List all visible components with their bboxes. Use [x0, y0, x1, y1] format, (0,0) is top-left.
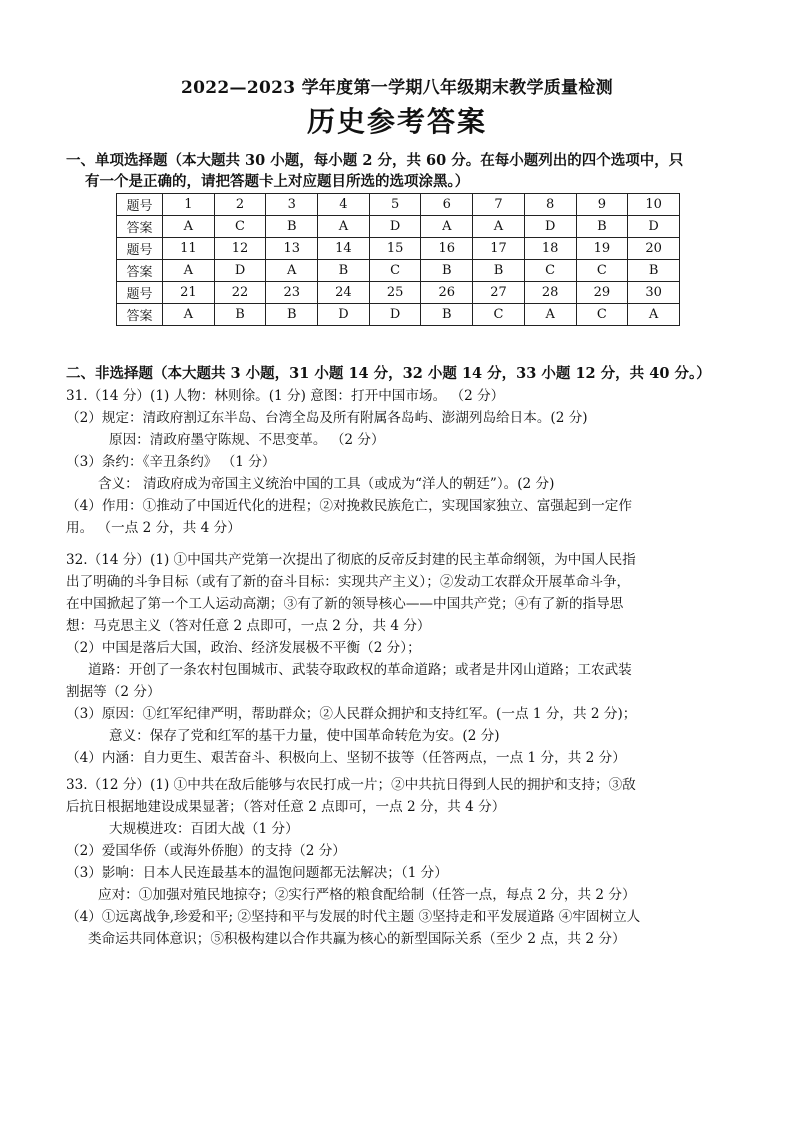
question-number-cell: 10: [628, 194, 680, 216]
q33-line: （2）爱国华侨（或海外侨胞）的支持（2 分）: [66, 843, 346, 859]
question-number-cell: 12: [214, 238, 266, 260]
q31-line: 用。 （一点 2 分，共 4 分）: [66, 520, 241, 536]
q32-line: 想：马克思主义（答对任意 2 点即可，一点 2 分，共 4 分）: [66, 618, 431, 634]
answer-cell: C: [214, 216, 266, 238]
q32-line: 意义：保存了党和红军的基干力量，使中国革命转危为安。(2 分): [109, 728, 500, 744]
answer-cell: A: [421, 216, 473, 238]
question-number-cell: 1: [163, 194, 215, 216]
q32-line: 在中国掀起了第一个工人运动高潮；③有了新的领导核心——中国共产党；④有了新的指导思: [66, 596, 624, 612]
question-number-cell: 11: [163, 238, 215, 260]
answer-row: [117, 304, 680, 326]
answer-cell: A: [628, 304, 680, 326]
question-number-cell: 19: [576, 238, 628, 260]
question-number-cell: 2: [214, 194, 266, 216]
question-number-cell: 24: [318, 282, 370, 304]
question-number-cell: 22: [214, 282, 266, 304]
q31-line: 31.（14 分）(1) 人物：林则徐。(1 分) 意图：打开中国市场。 （2 分）: [66, 388, 505, 404]
section2-heading-text: 二、非选择题（本大题共 3 小题，31 小题 14 分，32 小题 14 分，33 小题 12 分，共 40 分。）: [66, 365, 711, 382]
question-number-cell: 13: [266, 238, 318, 260]
question-number-cell: 27: [473, 282, 525, 304]
answer-key-title: 历史参考答案: [306, 105, 487, 138]
question-number-cell: 3: [266, 194, 318, 216]
question-number-cell: 6: [421, 194, 473, 216]
answer-cell: D: [214, 260, 266, 282]
answer-cell: D: [369, 216, 421, 238]
q33-line: 大规模进攻：百团大战（1 分）: [109, 821, 299, 837]
question-number-cell: 4: [318, 194, 370, 216]
exam-title: 2022—2023 学年度第一学期八年级期末教学质量检测: [181, 78, 613, 98]
answer-cell: A: [266, 260, 318, 282]
question-number-cell: 18: [524, 238, 576, 260]
answer-label-cell: 答案: [117, 260, 163, 282]
question-label-cell: 题号: [117, 194, 163, 216]
question-label-cell: 题号: [117, 282, 163, 304]
q31-line: 含义： 清政府成为帝国主义统治中国的工具（或成为“洋人的朝廷”）。(2 分): [98, 476, 555, 492]
answer-cell: A: [163, 216, 215, 238]
q33-line: 33.（12 分）(1) ①中共在敌后能够与农民打成一片；②中共抗日得到人民的拥护和支持；③敌: [66, 777, 636, 793]
question-number-cell: 17: [473, 238, 525, 260]
q31-line: 原因：清政府墨守陈规、不思变革。 （2 分）: [109, 432, 385, 448]
q31-line: （2）规定：清政府割辽东半岛、台湾全岛及所有附属各岛屿、澎湖列岛给日本。(2 分): [66, 410, 588, 426]
question-number-cell: 16: [421, 238, 473, 260]
answer-cell: D: [628, 216, 680, 238]
question-number-cell: 15: [369, 238, 421, 260]
multiple-choice-answer-table: [116, 193, 680, 326]
question-number-cell: 14: [318, 238, 370, 260]
question-label-cell: 题号: [117, 238, 163, 260]
question-number-cell: 29: [576, 282, 628, 304]
answer-cell: B: [214, 304, 266, 326]
answer-cell: B: [421, 260, 473, 282]
question-number-cell: 20: [628, 238, 680, 260]
answer-cell: A: [473, 216, 525, 238]
q31-line: （3）条约：《辛丑条约》 （1 分）: [66, 454, 276, 470]
question-number-cell: 23: [266, 282, 318, 304]
answer-cell: D: [318, 304, 370, 326]
question-number-cell: 5: [369, 194, 421, 216]
question-number-row: [117, 238, 680, 260]
question-number-cell: 28: [524, 282, 576, 304]
section1-heading: [66, 150, 736, 192]
answer-cell: B: [266, 304, 318, 326]
answer-label-cell: 答案: [117, 216, 163, 238]
q33-line: （3）影响：日本人民连最基本的温饱问题都无法解决；（1 分）: [66, 865, 448, 881]
section1-heading-line2: 有一个是正确的，请把答题卡上对应题目所选的选项涂黑。）: [85, 173, 470, 190]
question-number-cell: 25: [369, 282, 421, 304]
answer-cell: A: [163, 260, 215, 282]
answer-cell: B: [318, 260, 370, 282]
question-number-cell: 26: [421, 282, 473, 304]
answer-cell: A: [318, 216, 370, 238]
q32-line: （3）原因：①红军纪律严明，帮助群众；②人民群众拥护和支持红军。(一点 1 分，共 2 分)；: [66, 706, 637, 722]
answer-cell: D: [524, 216, 576, 238]
answer-row: [117, 260, 680, 282]
answer-cell: C: [576, 304, 628, 326]
q33-line: （4）①远离战争,珍爱和平; ②坚持和平与发展的时代主题 ③坚持走和平发展道路 ④牢固树立人: [66, 909, 641, 925]
section2-heading: [66, 363, 736, 384]
q33-line: 后抗日根据地建设成果显著；（答对任意 2 点即可，一点 2 分，共 4 分）: [66, 799, 506, 815]
q32-line: （4）内涵：自力更生、艰苦奋斗、积极向上、坚韧不拔等（任答两点，一点 1 分，共 2 分）: [66, 750, 626, 766]
q32-line: （2）中国是落后大国，政治、经济发展极不平衡（2 分）；: [66, 640, 421, 656]
q32-line: 割据等（2 分）: [66, 684, 161, 700]
q31-line: （4）作用：①推动了中国近代化的进程；②对挽救民族危亡，实现国家独立、富强起到一定作: [66, 498, 632, 514]
answer-cell: C: [576, 260, 628, 282]
question-number-row: [117, 282, 680, 304]
q32-line: 出了明确的斗争目标（或有了新的奋斗目标：实现共产主义）；②发动工农群众开展革命斗争，: [66, 574, 631, 590]
q33-line: 类命运共同体意识；⑤积极构建以合作共赢为核心的新型国际关系（至少 2 点，共 2 分）: [88, 931, 626, 947]
question-31-answer: [66, 385, 734, 539]
question-number-cell: 21: [163, 282, 215, 304]
q32-line: 道路：开创了一条农村包围城市、武装夺取政权的革命道路；或者是井冈山道路；工农武装: [88, 662, 632, 678]
section1-heading-line1: 一、单项选择题（本大题共 30 小题，每小题 2 分，共 60 分。在每小题列出的四个选项中，只: [66, 152, 684, 169]
answer-cell: A: [524, 304, 576, 326]
answer-row: [117, 216, 680, 238]
q32-line: 32.（14 分）(1) ①中国共产党第一次提出了彻底的反帝反封建的民主革命纲领，为中国人民指: [66, 552, 636, 568]
question-number-cell: 9: [576, 194, 628, 216]
answer-cell: B: [421, 304, 473, 326]
answer-cell: D: [369, 304, 421, 326]
answer-cell: C: [473, 304, 525, 326]
question-number-cell: 30: [628, 282, 680, 304]
answer-cell: C: [524, 260, 576, 282]
question-32-answer: [66, 549, 734, 769]
answer-cell: A: [163, 304, 215, 326]
question-33-answer: [66, 774, 734, 950]
q33-line: 应对：①加强对殖民地掠夺；②实行严格的粮食配给制（任答一点，每点 2 分，共 2 分）: [98, 887, 636, 903]
answer-cell: B: [628, 260, 680, 282]
question-number-cell: 8: [524, 194, 576, 216]
answer-cell: B: [473, 260, 525, 282]
question-number-row: [117, 194, 680, 216]
answer-label-cell: 答案: [117, 304, 163, 326]
answer-cell: C: [369, 260, 421, 282]
answer-cell: B: [576, 216, 628, 238]
question-number-cell: 7: [473, 194, 525, 216]
answer-cell: B: [266, 216, 318, 238]
